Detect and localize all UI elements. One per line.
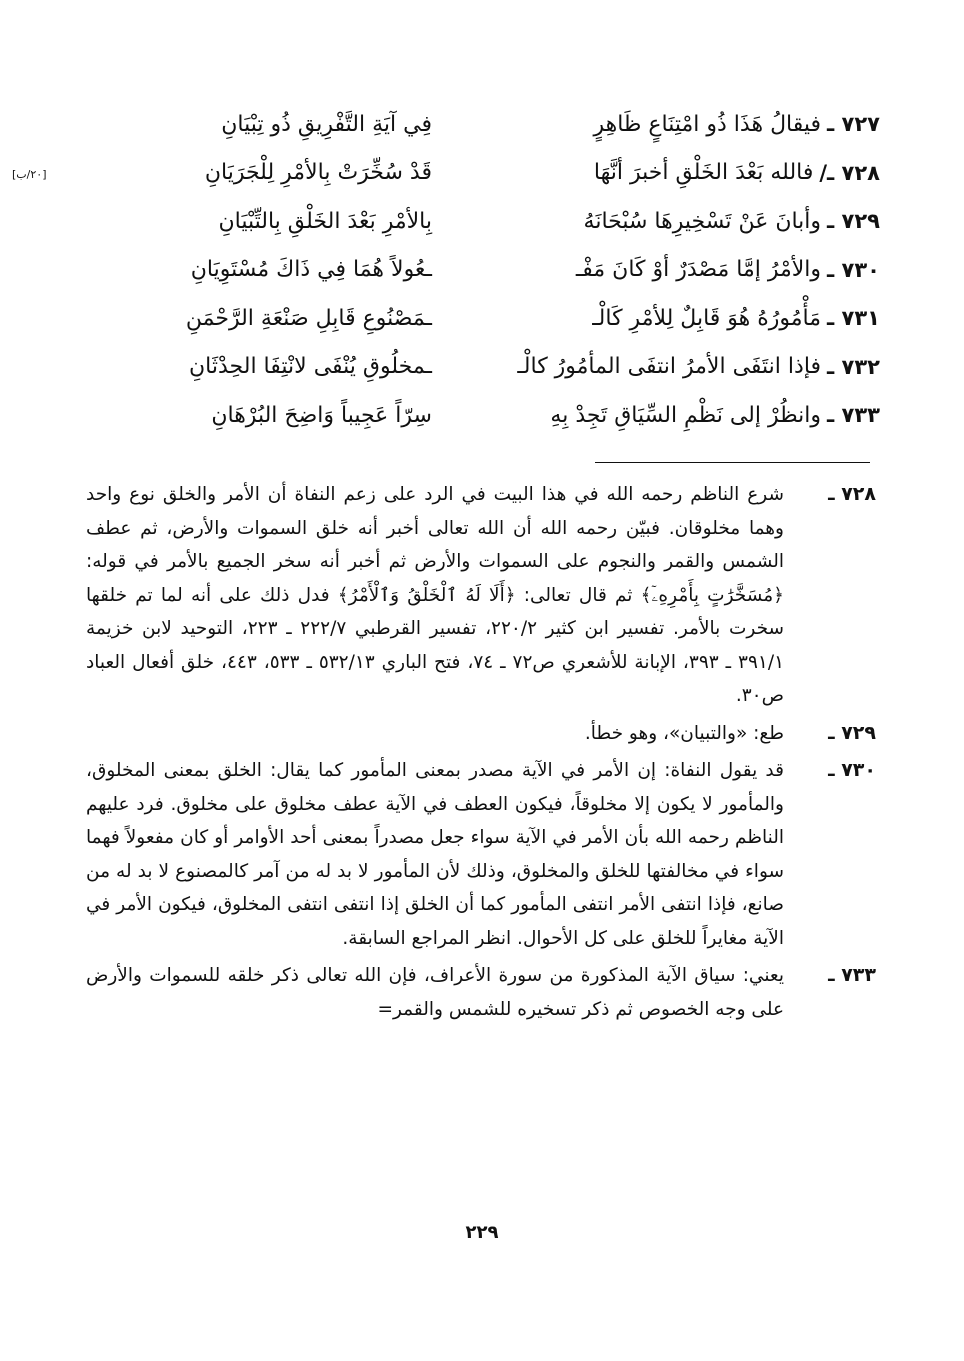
verse-row xyxy=(60,197,880,246)
footnote-number: ٧٣٣ ـ xyxy=(828,964,876,986)
verse-row xyxy=(60,343,880,392)
verse-number: ٧٢٩ ـ xyxy=(827,209,880,234)
manuscript-folio-note: [٢٠/ب] xyxy=(12,168,47,182)
footnote-separator xyxy=(595,462,870,463)
verse-number: ٧٢٨ ـ/ xyxy=(819,160,880,185)
verse-number: ٧٣١ ـ xyxy=(827,306,880,331)
footnote xyxy=(86,478,876,713)
verse-number: ٧٣٢ ـ xyxy=(827,354,880,379)
verse-second-hemistich: بِالأمْرِ بَعْدَ الخَلْقِ بِالتِّبْيَانِ xyxy=(218,208,432,234)
verse-number: ٧٣٠ ـ xyxy=(827,257,880,282)
verse-second-hemistich: فِي آيَةِ التَّفْرِيقِ ذُو تِبْيَانِ xyxy=(221,111,432,137)
footnote-number: ٧٢٩ ـ xyxy=(828,721,876,744)
verse-first-hemistich: مَأْمُورُهُ هُوَ قَابِلٌ لِلأمْرِ كَالْـ xyxy=(592,305,822,331)
verse-first-hemistich: فإذا انتَفَى الأمرُ انتفَى المأمُورُ كالْـ xyxy=(517,354,822,380)
verse-row xyxy=(60,246,880,295)
footnote-text: شرع الناظم رحمه الله في هذا البيت في الرد على زعم النفاة أن الأمر والخلق نوع واحد وهما مخلوقان. فبيّن رحمه الله أن الله تعالى أخبر أنه خلق السموات والأرض، ثم عطف الشمس والقمر والنجوم على السموات والأرض ثم أخبر أنه سخر الجميع بالأمر في قوله: ﴿مُسَخَّرَٰتٍ بِأَمْرِهِۦٓ﴾ ثم قال تعالى: ﴿أَلَا لَهُ ٱلْخَلْقُ وَٱلْأَمْرُ﴾ فدل ذلك على أنه لما تم خلقها سخرت بالأمر. تفسير ابن كثير ٢٢٠/٢، تفسير القرطبي ٢٢٢/٧ ـ ٢٢٣، التوحيد لابن خزيمة ٣٩١/١ ـ ٣٩٣، الإبانة للأشعري ص٧٢ ـ ٧٤، فتح الباري ٥٣٢/١٣ ـ ٥٣٣، ٤٤٣، خلق أفعال العباد ص٣٠. xyxy=(86,484,785,706)
verse-number: ٧٢٧ ـ xyxy=(827,112,880,137)
verse-first-hemistich: فيقالُ هَذَا ذُو امْتِنَاعٍ ظَاهِرٍ xyxy=(593,111,822,137)
footnote xyxy=(86,754,876,955)
footnote-text: طع: «والتبيان»، وهو خطأ. xyxy=(584,722,784,744)
footnote xyxy=(86,959,876,1026)
verse-second-hemistich: ـمخلُوقِ يُنْفَى لانْتِفَا الحِدْثَانِ xyxy=(189,354,432,380)
footnote xyxy=(86,717,876,751)
verse-row xyxy=(60,391,880,440)
verse-row xyxy=(60,294,880,343)
verse-row xyxy=(12,149,880,198)
verse-first-hemistich: وانظُرْ إلى نَظْمِ السِّيَاقِ تَجِدْ بِهِ xyxy=(550,402,822,428)
verse-second-hemistich: سِرّاً عَجِيباً وَاضِحَ البُرْهَانِ xyxy=(211,402,432,428)
footnote-text: يعني: سياق الآية المذكورة من سورة الأعراف، فإن الله تعالى ذكر خلقه للسموات والأرض على وجه الخصوص ثم ذكر تسخيره للشمس والقمر= xyxy=(86,965,784,1020)
verse-row xyxy=(60,100,880,149)
verse-first-hemistich: والأمْرُ إمَّا مَصْدَرٌ أوْ كَانَ مَفْـ xyxy=(575,257,822,283)
verse-second-hemistich: ـمَصْنُوعِ قَابِلِ صَنْعَةِ الرَّحْمَنِ xyxy=(185,305,432,331)
verse-first-hemistich: فالله بَعْدَ الخَلْقِ أخبرَ أنَّهَا xyxy=(593,160,814,186)
verse-number: ٧٣٣ ـ xyxy=(827,403,880,428)
verse-first-hemistich: وأبانَ عَنْ تَسْخِيرِهَا سُبْحَانَهُ xyxy=(583,208,822,234)
verse-second-hemistich: قَدْ سُخِّرَتْ بِالأمْرِ لِلْجَرَيَانِ xyxy=(204,160,432,186)
footnote-text: قد يقول النفاة: إن الأمر في الآية مصدر بمعنى المأمور كما يقال: الخلق بمعنى المخلوق، والمأمور لا يكون إلا مخلوقاً، فيكون العطف في الآية عطف مخلوق على مخلوق. فرد عليهم الناظم رحمه الله بأن الأمر في الآية سواء جعل مصدراً بمعنى أحد الأوامر أو كان مفعولاً فهما سواء في مخالفتها للخلق والمخلوق، وذلك لأن المأمور لا بد له من آمر كالمصنوع لا بد له من صانع، فإذا انتفى الأمر انتفى المأمور كما أن الخلق إذا انتفى انتفى المخلوق، فيكون الأمر في الآية مغايراً للخلق على كل الأحوال. انظر المراجع السابقة. xyxy=(86,760,784,949)
page-number: ٢٢٩ xyxy=(465,1222,499,1243)
footnote-number: ٧٣٠ ـ xyxy=(828,759,876,781)
footnote-number: ٧٢٨ ـ xyxy=(828,483,876,505)
footnotes xyxy=(86,478,876,1030)
poem-verses xyxy=(12,100,880,440)
verse-second-hemistich: ـعُولاً هُمَا فِي ذَاكَ مُسْتَوِيَانِ xyxy=(190,257,432,283)
